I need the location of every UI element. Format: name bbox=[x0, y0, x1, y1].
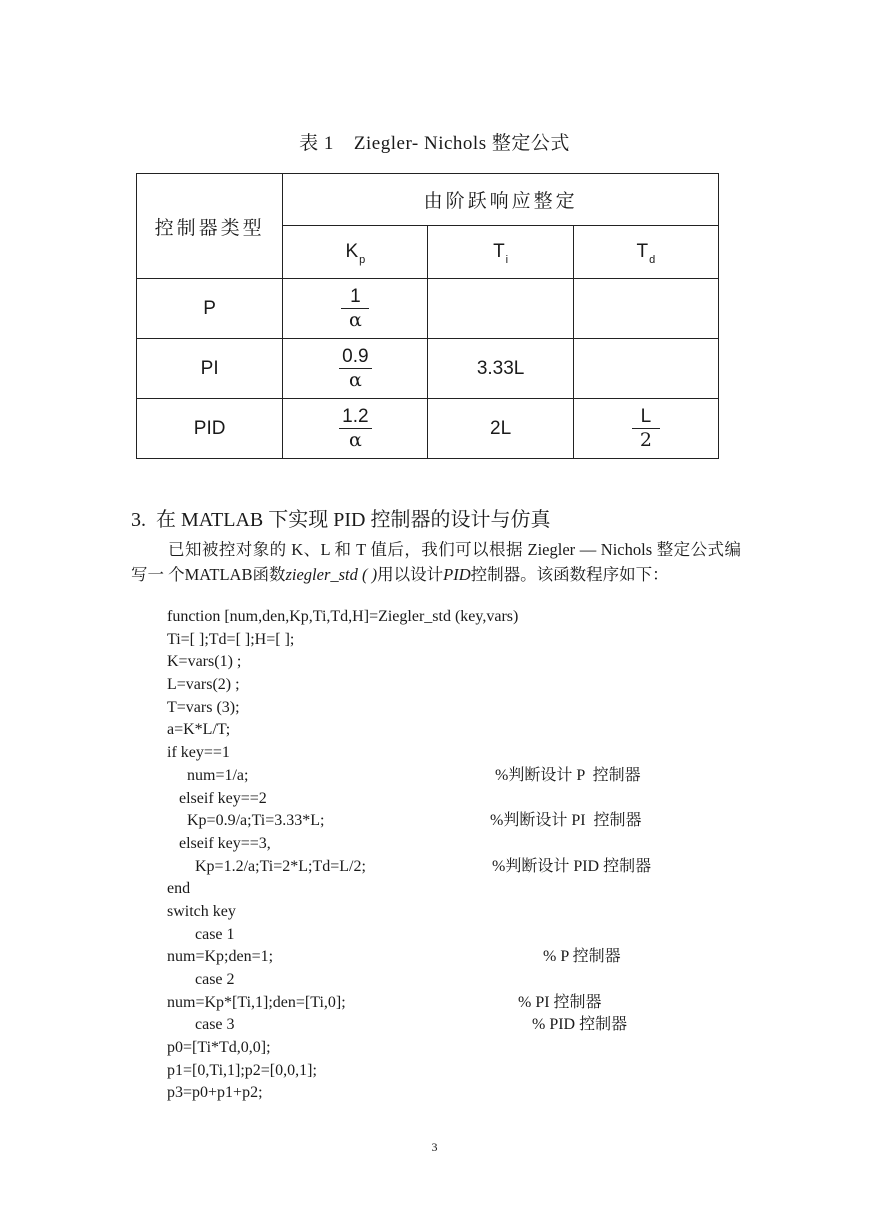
table-row bbox=[137, 279, 719, 339]
table-caption-number: 表 1 bbox=[299, 133, 334, 154]
code-text: p0=[Ti*Td,0,0]; bbox=[167, 1039, 271, 1057]
td-fraction: $\frac{L}{2}$ bbox=[632, 406, 660, 451]
code-comment: % PI 控制器 bbox=[518, 993, 602, 1011]
code-text: if key==1 bbox=[167, 744, 230, 762]
code-line bbox=[167, 674, 727, 697]
code-line bbox=[167, 742, 727, 765]
code-text: end bbox=[167, 880, 191, 898]
code-text: switch key bbox=[167, 902, 236, 920]
code-line bbox=[167, 901, 727, 924]
code-line bbox=[167, 629, 727, 652]
code-line bbox=[167, 969, 727, 992]
section-number: 3. bbox=[131, 509, 146, 531]
code-line bbox=[167, 1060, 727, 1083]
kp-header: $K_p$ bbox=[283, 226, 428, 279]
td-header: $T_d$ bbox=[573, 226, 718, 279]
td-cell bbox=[573, 399, 718, 459]
code-listing bbox=[167, 606, 727, 1105]
controller-type-cell: PID bbox=[137, 399, 283, 459]
code-comment: %判断设计 PID 控制器 bbox=[492, 857, 652, 875]
section-title: 在 MATLAB 下实现 PID 控制器的设计与仿真 bbox=[156, 509, 551, 531]
code-text: p3=p0+p1+p2; bbox=[167, 1084, 263, 1102]
controller-type-header: 控制器类型 bbox=[137, 174, 283, 279]
paragraph-text-3: 控制器。该函数程序如下： bbox=[470, 565, 669, 584]
kp-fraction: $\frac{0.9}{\alpha}$ bbox=[339, 346, 371, 391]
code-text: case 2 bbox=[167, 971, 235, 988]
ti-cell: 3.33L bbox=[428, 339, 573, 399]
code-text: case 1 bbox=[167, 925, 235, 943]
paragraph-text-1: 已知被控对象的 K、L 和 T 值后，我们可以根据 Ziegler — Nichols 整定公式编写一 个MATLAB函数 bbox=[131, 540, 741, 584]
code-text: Kp=0.9/a;Ti=3.33*L; bbox=[167, 812, 325, 830]
code-line bbox=[167, 1014, 727, 1037]
code-line bbox=[167, 992, 727, 1015]
code-line bbox=[167, 719, 727, 742]
table-row bbox=[137, 339, 719, 399]
td-cell bbox=[573, 279, 718, 339]
code-text: elseif key==3, bbox=[167, 834, 271, 852]
code-line bbox=[167, 856, 727, 879]
code-text: p1=[0,Ti,1];p2=[0,0,1]; bbox=[167, 1061, 317, 1079]
code-line bbox=[167, 651, 727, 674]
kp-cell bbox=[283, 279, 428, 339]
ti-cell: 2L bbox=[428, 399, 573, 459]
code-text: a=K*L/T; bbox=[167, 721, 231, 739]
table-caption bbox=[0, 128, 869, 155]
code-line bbox=[167, 924, 727, 947]
intro-paragraph bbox=[131, 537, 741, 587]
code-comment: %判断设计 PI 控制器 bbox=[490, 812, 642, 830]
code-text: num=Kp*[Ti,1];den=[Ti,0]; bbox=[167, 993, 346, 1011]
code-line bbox=[167, 697, 727, 720]
code-line bbox=[167, 1082, 727, 1105]
code-text: K=vars(1) ; bbox=[167, 653, 242, 671]
td-cell bbox=[573, 339, 718, 399]
controller-type-cell: PI bbox=[137, 339, 283, 399]
section-heading bbox=[131, 503, 550, 532]
table-row bbox=[137, 399, 719, 459]
code-text: num=Kp;den=1; bbox=[167, 948, 274, 966]
ziegler-nichols-table bbox=[136, 173, 719, 459]
code-comment: %判断设计 P 控制器 bbox=[495, 766, 641, 784]
code-line bbox=[167, 1037, 727, 1060]
function-name: ziegler_std ( ) bbox=[285, 565, 378, 584]
controller-type-cell: P bbox=[137, 279, 283, 339]
code-line bbox=[167, 833, 727, 856]
ti-cell bbox=[428, 279, 573, 339]
code-text: function [num,den,Kp,Ti,Td,H]=Ziegler_std (key,vars) bbox=[167, 608, 519, 625]
code-line bbox=[167, 878, 727, 901]
code-line bbox=[167, 765, 727, 788]
code-text: L=vars(2) ; bbox=[167, 676, 240, 694]
code-text: Kp=1.2/a;Ti=2*L;Td=L/2; bbox=[167, 857, 366, 875]
code-line bbox=[167, 810, 727, 833]
ti-header: $T_i$ bbox=[428, 226, 573, 279]
kp-fraction: $\frac{1.2}{\alpha}$ bbox=[339, 406, 371, 451]
table-header-row bbox=[137, 174, 719, 226]
code-comment: % P 控制器 bbox=[543, 948, 621, 966]
code-line bbox=[167, 606, 727, 629]
step-response-header: 由阶跃响应整定 bbox=[283, 174, 719, 226]
kp-fraction: $\frac{1}{\alpha}$ bbox=[341, 286, 369, 331]
pid-term: PID bbox=[443, 565, 471, 584]
code-line bbox=[167, 946, 727, 969]
page-number: 3 bbox=[431, 1140, 438, 1154]
code-text: num=1/a; bbox=[167, 766, 249, 784]
table-caption-title: Ziegler- Nichols 整定公式 bbox=[353, 133, 570, 154]
code-comment: % PID 控制器 bbox=[532, 1016, 628, 1034]
code-text: Ti=[ ];Td=[ ];H=[ ]; bbox=[167, 630, 295, 648]
code-text: elseif key==2 bbox=[167, 789, 267, 807]
kp-cell bbox=[283, 399, 428, 459]
code-text: T=vars (3); bbox=[167, 698, 240, 716]
kp-cell bbox=[283, 339, 428, 399]
code-text: case 3 bbox=[167, 1016, 235, 1034]
paragraph-text-2: 用以设计 bbox=[377, 565, 444, 584]
code-line bbox=[167, 788, 727, 811]
